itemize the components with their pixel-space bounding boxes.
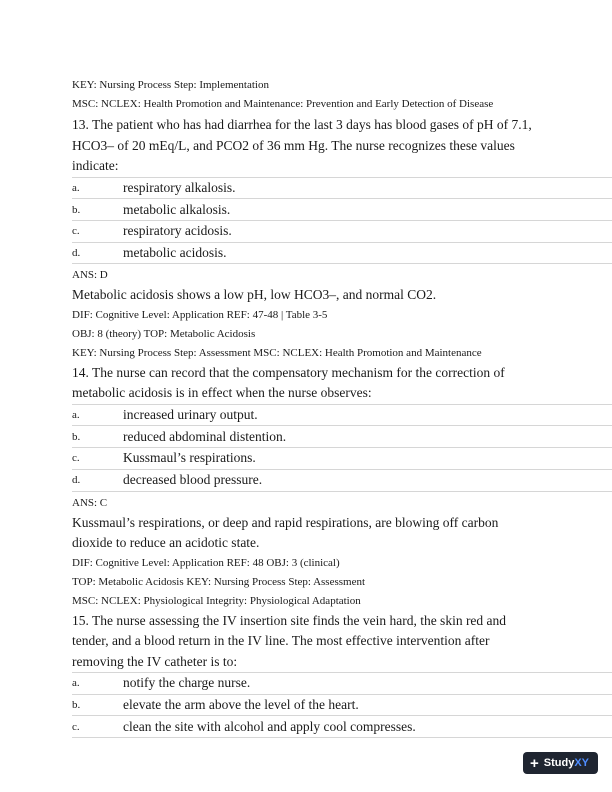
q14-rationale: Kussmaul’s respirations, or deep and rapid respirations, are blowing off carbon dioxide to reduce an acidotic state.	[72, 514, 499, 550]
plus-icon: +	[529, 754, 539, 772]
option-text: elevate the arm above the level of the heart.	[123, 697, 359, 713]
q14-dif-ref: DIF: Cognitive Level: Application REF: 48 OBJ: 3 (clinical)	[72, 556, 340, 569]
option-letter: b.	[72, 699, 81, 712]
option-letter: d.	[72, 246, 81, 259]
document-page	[72, 76, 612, 738]
option-text: Kussmaul’s respirations.	[123, 450, 256, 466]
option-letter: a.	[72, 181, 80, 194]
brand-name	[544, 757, 589, 769]
q13-obj-top: OBJ: 8 (theory) TOP: Metabolic Acidosis	[72, 327, 256, 340]
option-letter: a.	[72, 677, 80, 690]
option-text: increased urinary output.	[123, 407, 258, 423]
option-text: respiratory alkalosis.	[123, 179, 236, 195]
q13-option-d	[72, 242, 612, 265]
q14-stem: 14. The nurse can record that the compensatory mechanism for the correction of metabolic acidosis is in effect when the nurse observes:	[72, 364, 505, 401]
q14-msc: MSC: NCLEX: Physiological Integrity: Physiological Adaptation	[72, 594, 361, 607]
option-text: clean the site with alcohol and apply cool compresses.	[123, 718, 416, 734]
q14-top-key: TOP: Metabolic Acidosis KEY: Nursing Process Step: Assessment	[72, 575, 366, 588]
option-text: respiratory acidosis.	[123, 223, 232, 239]
option-text: notify the charge nurse.	[123, 675, 251, 691]
q13-option-b	[72, 198, 612, 220]
q15-option-c	[72, 715, 612, 738]
q13-answer: ANS: D	[72, 269, 108, 282]
q14-answer: ANS: C	[72, 496, 108, 509]
option-letter: c.	[72, 225, 80, 238]
q15-options	[72, 672, 612, 738]
option-text: reduced abdominal distention.	[123, 428, 287, 444]
brand-name-study: Study	[543, 757, 575, 769]
option-letter: c.	[72, 452, 80, 465]
option-text: metabolic acidosis.	[123, 244, 227, 260]
q14-options	[72, 404, 612, 492]
q13-key-msc: KEY: Nursing Process Step: Assessment MSC: NCLEX: Health Promotion and Maintenance	[72, 346, 482, 359]
option-letter: b.	[72, 430, 81, 443]
q15-option-a	[72, 672, 612, 694]
q13-option-a	[72, 177, 612, 199]
option-letter: a.	[72, 409, 80, 422]
option-letter: b.	[72, 203, 81, 216]
q13-options	[72, 177, 612, 265]
q14-option-b	[72, 425, 612, 447]
option-letter: c.	[72, 720, 80, 733]
q14-option-d	[72, 469, 612, 492]
q15-stem: 15. The nurse assessing the IV insertion site finds the vein hard, the skin red and tender, and a blood return in the IV line. The most effective intervention after removing the IV catheter is to:	[72, 612, 507, 669]
studyxy-watermark[interactable]	[523, 752, 598, 774]
prev-msc-line: MSC: NCLEX: Health Promotion and Maintenance: Prevention and Early Detection of Disease	[72, 98, 494, 110]
prev-key-line: KEY: Nursing Process Step: Implementation	[72, 79, 269, 91]
q14-option-a	[72, 404, 612, 426]
q15-option-b	[72, 694, 612, 716]
q13-dif-ref: DIF: Cognitive Level: Application REF: 47-48 | Table 3-5	[72, 308, 328, 321]
q13-stem: 13. The patient who has had diarrhea for the last 3 days has blood gases of pH of 7.1, HCO3– of 20 mEq/L, and PCO2 of 36 mm Hg. The nurse recognizes these values indicate:	[72, 117, 532, 173]
brand-name-xy: XY	[574, 757, 589, 769]
option-letter: d.	[72, 474, 81, 487]
q13-rationale: Metabolic acidosis shows a low pH, low HCO3–, and normal CO2.	[72, 287, 437, 303]
q13-option-c	[72, 220, 612, 242]
option-text: decreased blood pressure.	[123, 472, 263, 488]
q14-option-c	[72, 447, 612, 469]
option-text: metabolic alkalosis.	[123, 201, 231, 217]
